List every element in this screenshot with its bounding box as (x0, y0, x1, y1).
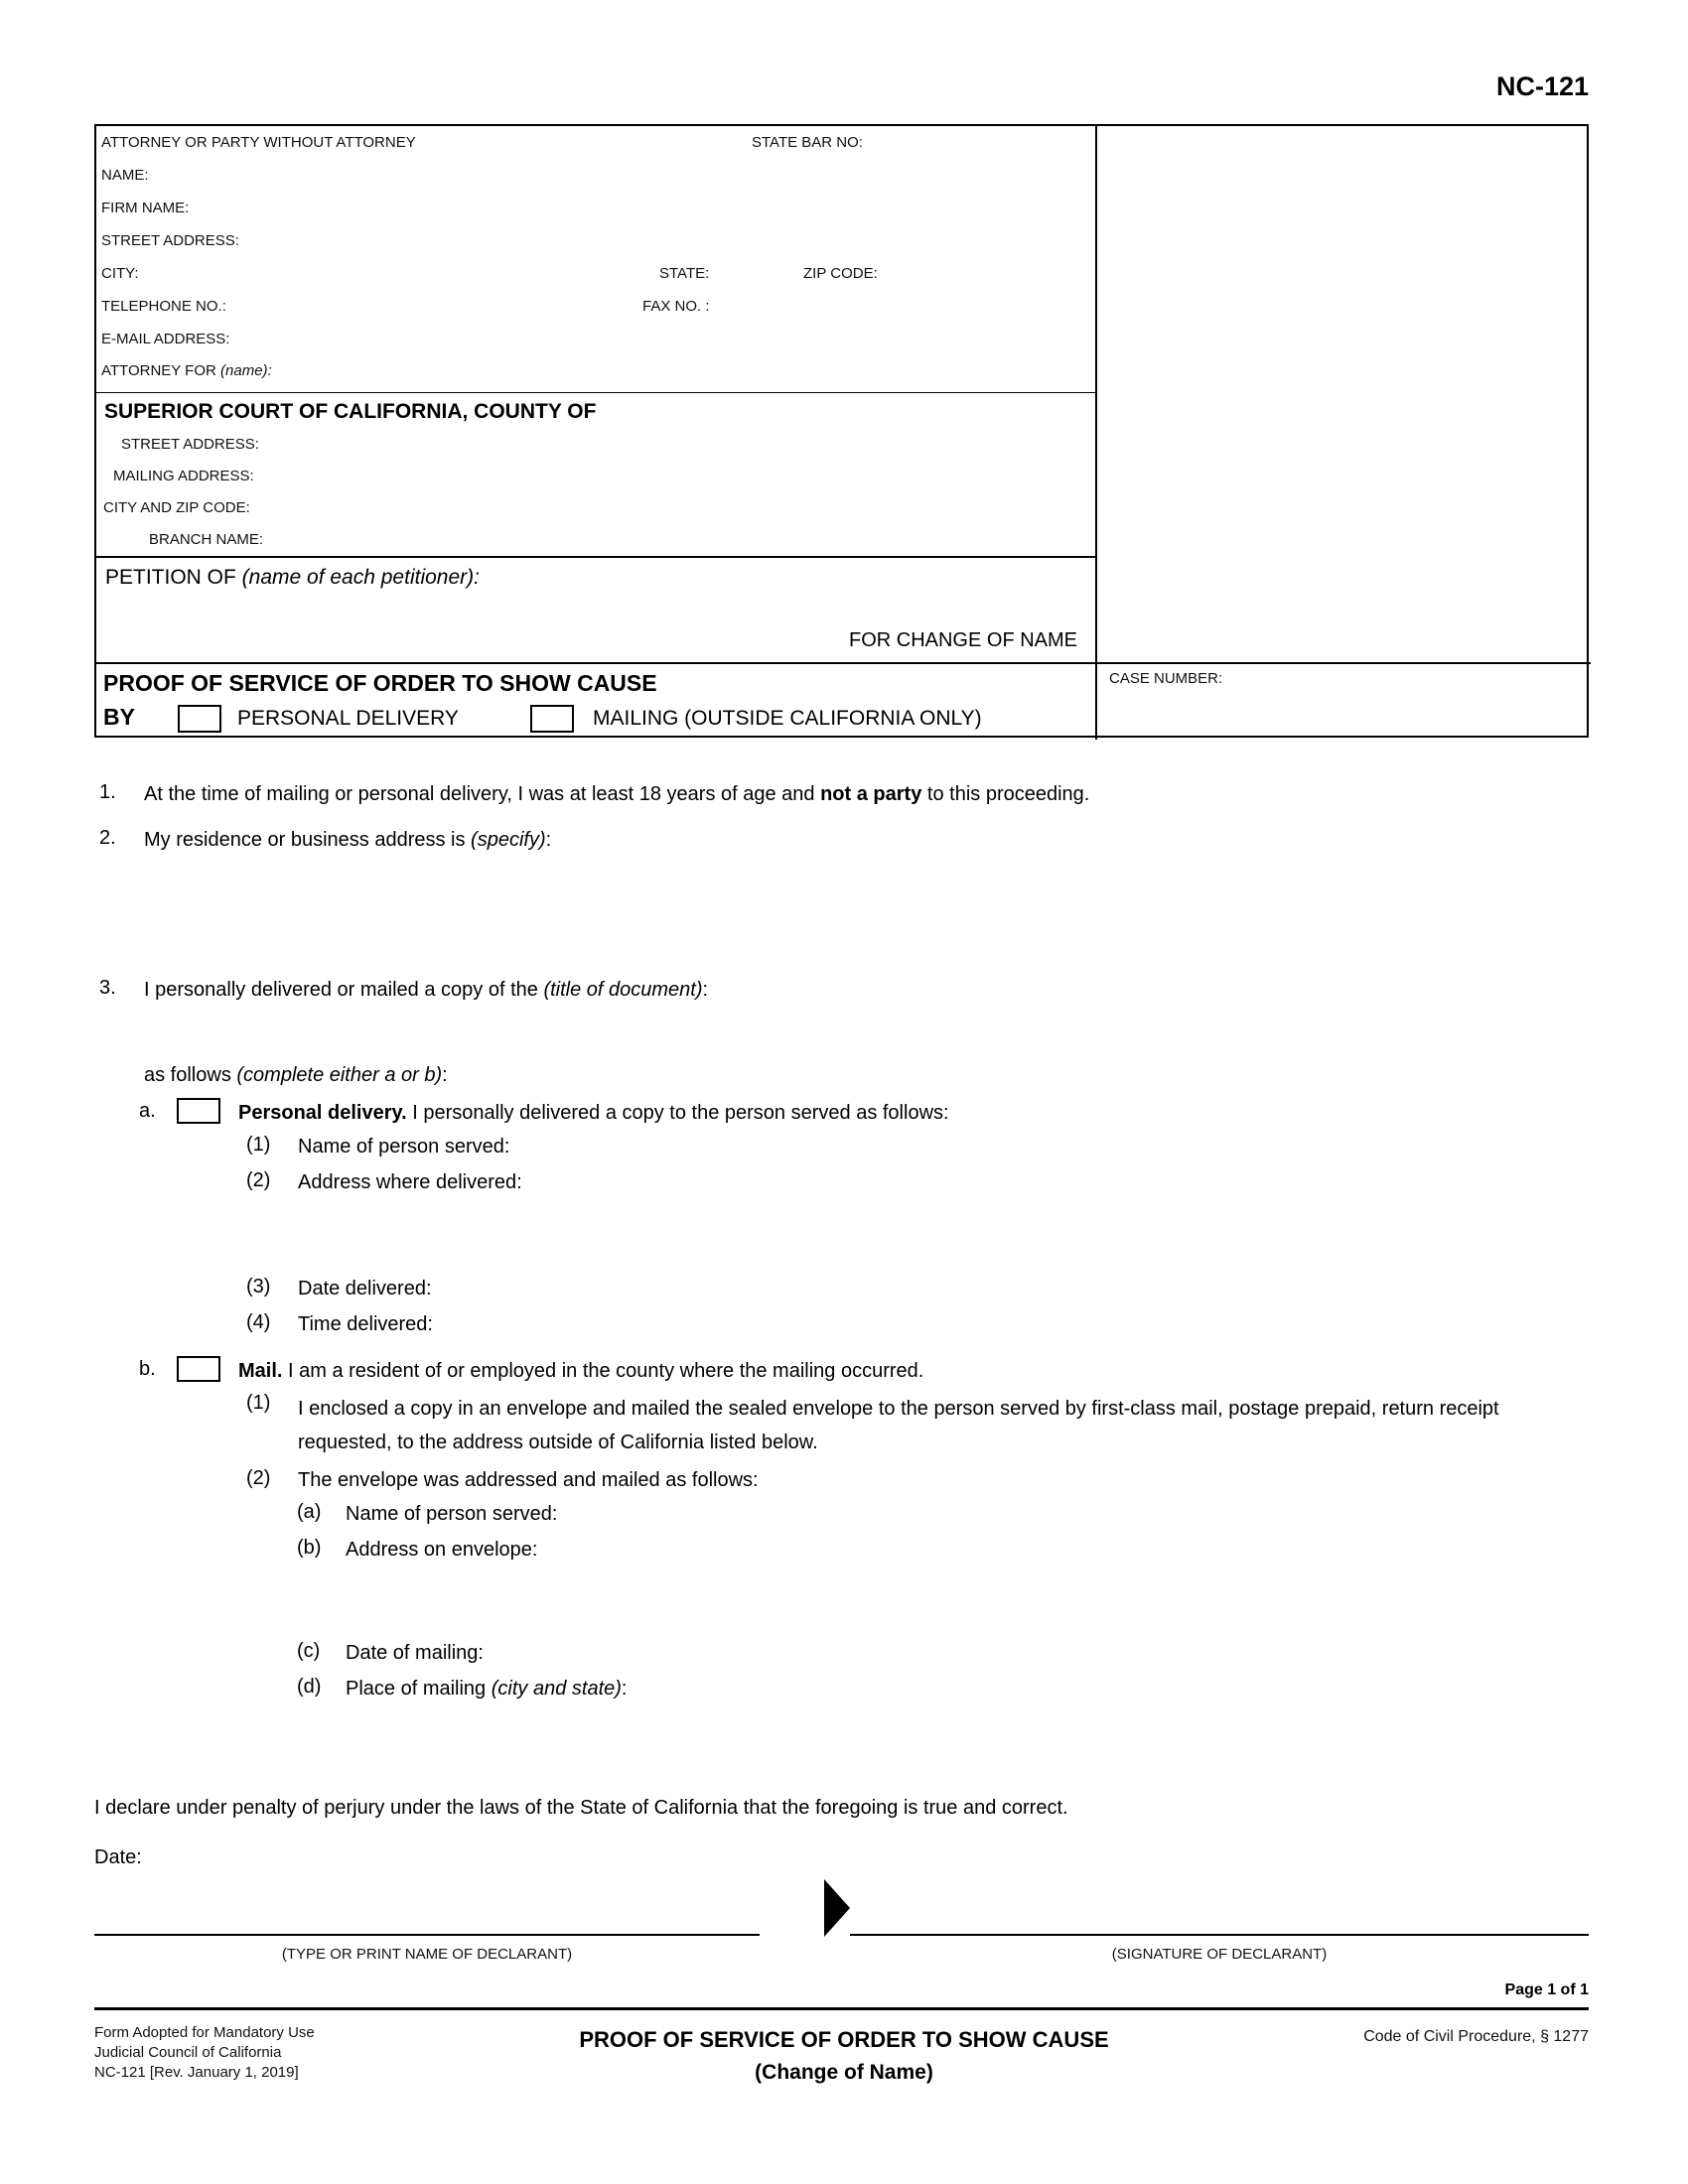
zip-code-label: ZIP CODE: (803, 265, 878, 282)
as-follows-pre: as follows (144, 1064, 237, 1086)
state-label: STATE: (659, 265, 710, 282)
b1-number: (1) (246, 1392, 271, 1414)
option-a-letter: a. (139, 1100, 156, 1122)
court-mailing-label: MAILING ADDRESS: (113, 468, 254, 484)
item1-post: to this proceeding. (921, 783, 1090, 805)
item2-specify-hint: (specify) (471, 829, 546, 851)
mailing-checkbox[interactable] (530, 705, 574, 733)
option-a-bold: Personal delivery. (238, 1102, 407, 1124)
a4-label: Time delivered: (298, 1313, 433, 1335)
as-follows-text (144, 1062, 1574, 1088)
footer-rule (94, 2007, 1589, 2010)
as-follows-post: : (442, 1064, 448, 1086)
petition-label (105, 566, 480, 590)
footer-form-title: PROOF OF SERVICE OF ORDER TO SHOW CAUSE (579, 2027, 1109, 2052)
form-number: NC-121 (1495, 71, 1589, 101)
court-street-label: STREET ADDRESS: (121, 436, 259, 453)
b2d-number: (d) (297, 1676, 322, 1698)
clerk-stamp-area (1095, 126, 1591, 662)
item2-pre: My residence or business address is (144, 829, 472, 851)
court-title: SUPERIOR COURT OF CALIFORNIA, COUNTY OF (104, 400, 597, 423)
by-label: BY (103, 704, 135, 730)
a4-number: (4) (246, 1311, 271, 1333)
as-follows-hint: (complete either a or b) (236, 1064, 443, 1086)
city-label: CITY: (101, 265, 139, 282)
attorney-for-label (101, 362, 272, 379)
b2a-number: (a) (297, 1501, 322, 1523)
signature-line (850, 1934, 1589, 1936)
option-b-rest: I am a resident of or employed in the county where the mailing occurred. (282, 1360, 924, 1382)
declarant-name-line (94, 1934, 760, 1936)
fax-label: FAX NO. : (642, 298, 710, 315)
name-label: NAME: (101, 167, 149, 184)
personal-delivery-checkbox[interactable] (178, 705, 221, 733)
page-indicator: Page 1 of 1 (1504, 1981, 1589, 1998)
attorney-for-name-hint: (name): (220, 362, 272, 379)
title-block-cell (96, 662, 1095, 740)
item1-pre: At the time of mailing or personal delivery, I was at least 18 years of age and (144, 783, 821, 805)
b2b-label: Address on envelope: (346, 1539, 538, 1561)
a1-number: (1) (246, 1134, 271, 1156)
perjury-declaration: I declare under penalty of perjury under the laws of the State of California that the foregoing is true and correct. (94, 1797, 1068, 1819)
b2d-label (346, 1676, 1537, 1702)
option-b-bold: Mail. (238, 1360, 283, 1382)
signature-caption: (SIGNATURE OF DECLARANT) (1111, 1946, 1328, 1963)
item1-bold: not a party (820, 783, 922, 805)
option-a-text (238, 1100, 1569, 1126)
item3-number: 3. (99, 977, 116, 999)
attorney-party-label: ATTORNEY OR PARTY WITHOUT ATTORNEY (101, 134, 416, 151)
item2-post: : (545, 829, 552, 851)
item2-number: 2. (99, 827, 116, 849)
a3-label: Date delivered: (298, 1278, 432, 1299)
footer-form-subtitle: (Change of Name) (755, 2061, 933, 2084)
item3-title-hint: (title of document) (543, 979, 703, 1001)
item1-text (144, 781, 1574, 807)
b2d-city-state-hint: (city and state) (491, 1678, 622, 1700)
footer-left-line2: Judicial Council of California (94, 2044, 282, 2061)
a2-label: Address where delivered: (298, 1171, 522, 1193)
b2c-label: Date of mailing: (346, 1642, 484, 1664)
date-label: Date: (94, 1846, 142, 1868)
b2a-label: Name of person served: (346, 1503, 558, 1525)
firm-name-label: FIRM NAME: (101, 200, 190, 216)
signature-arrow-icon (824, 1879, 850, 1937)
court-branch-label: BRANCH NAME: (149, 531, 264, 548)
b2b-number: (b) (297, 1537, 322, 1559)
for-change-of-name-label: FOR CHANGE OF NAME (848, 629, 1077, 651)
petition-name-hint: (name of each petitioner): (241, 566, 480, 589)
b1-text: I enclosed a copy in an envelope and mailed the sealed envelope to the person served by first-class mail, postage prepaid, return receipt requested, to the address outside of California listed below. (298, 1398, 1499, 1453)
a1-label: Name of person served: (298, 1136, 510, 1158)
footer-code-reference: Code of Civil Procedure, § 1277 (1363, 2028, 1589, 2045)
case-number-cell (1095, 662, 1591, 740)
item1-number: 1. (99, 781, 116, 803)
footer-left-line3: NC-121 [Rev. January 1, 2019] (94, 2064, 299, 2081)
option-b-checkbox[interactable] (177, 1356, 220, 1382)
header-table (94, 124, 1589, 738)
item2-text (144, 827, 1574, 853)
mailing-option-label: MAILING (OUTSIDE CALIFORNIA ONLY) (593, 707, 982, 730)
b2c-number: (c) (297, 1640, 321, 1662)
court-city-zip-label: CITY AND ZIP CODE: (103, 499, 250, 516)
court-cell (96, 392, 1095, 556)
option-b-letter: b. (139, 1358, 156, 1380)
a3-number: (3) (246, 1276, 271, 1297)
email-label: E-MAIL ADDRESS: (101, 331, 230, 347)
b2d-pre: Place of mailing (346, 1678, 492, 1700)
option-b-text (238, 1358, 1569, 1384)
footer-left-line1: Form Adopted for Mandatory Use (94, 2024, 315, 2041)
personal-delivery-option-label: PERSONAL DELIVERY (237, 707, 459, 730)
form-title: PROOF OF SERVICE OF ORDER TO SHOW CAUSE (103, 670, 657, 696)
petition-cell (96, 556, 1095, 662)
petition-label-text: PETITION OF (105, 566, 242, 589)
item3-post: : (702, 979, 709, 1001)
state-bar-label: STATE BAR NO: (752, 134, 863, 151)
b2-text: The envelope was addressed and mailed as follows: (298, 1469, 759, 1491)
street-address-label: STREET ADDRESS: (101, 232, 239, 249)
case-number-label: CASE NUMBER: (1109, 670, 1223, 687)
telephone-label: TELEPHONE NO.: (101, 298, 226, 315)
option-a-checkbox[interactable] (177, 1098, 220, 1124)
item3-text (144, 977, 1574, 1003)
b2d-post: : (621, 1678, 628, 1700)
item3-pre: I personally delivered or mailed a copy of the (144, 979, 544, 1001)
b2-number: (2) (246, 1467, 271, 1489)
option-a-rest: I personally delivered a copy to the person served as follows: (406, 1102, 949, 1124)
a2-number: (2) (246, 1169, 271, 1191)
attorney-for-text: ATTORNEY FOR (101, 362, 221, 379)
attorney-cell (96, 126, 1095, 392)
declarant-name-caption: (TYPE OR PRINT NAME OF DECLARANT) (281, 1946, 573, 1963)
